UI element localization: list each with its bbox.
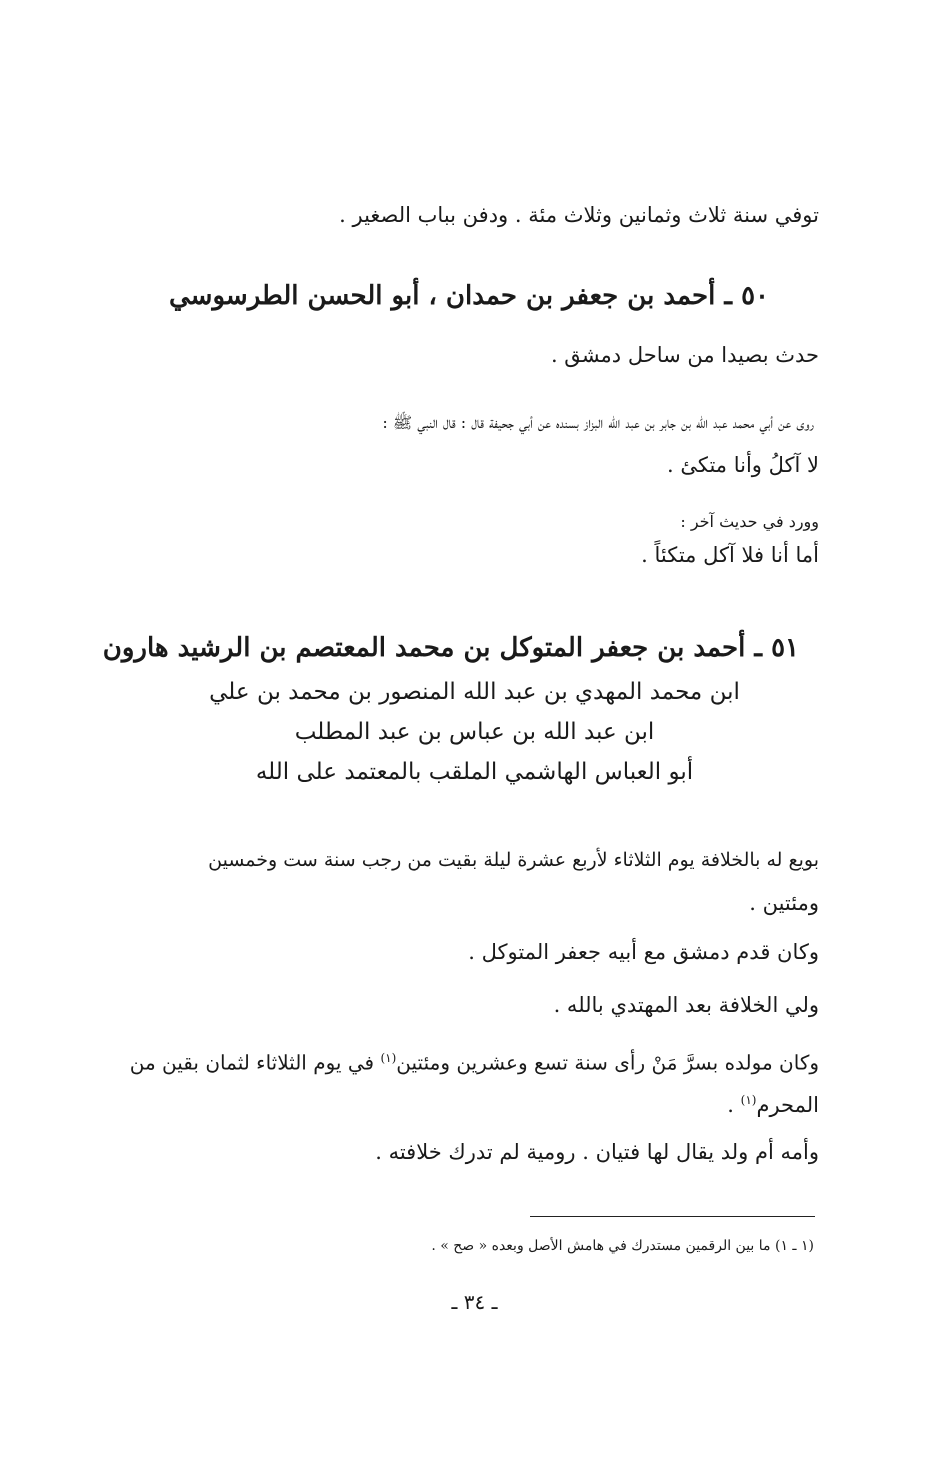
text-segment: .: [727, 1093, 741, 1117]
text-line: [120, 1085, 819, 1120]
text-line: توفي سنة ثلاث وثمانين وثلاث مئة . ودفن بباب الصغير .: [339, 203, 819, 227]
text-segment: في يوم الثلاثاء لثمان بقين من: [129, 1050, 381, 1075]
text-line: روى عن أبي محمد عبد الله بن جابر بن عبد الله البزاز بسنده عن أبي جحيفة قال : قال النبي ﷺ :: [382, 413, 814, 432]
text-line: بويع له بالخلافة يوم الثلاثاء لأربع عشرة ليلة بقيت من رجب سنة ست وخمسين: [208, 849, 819, 871]
footnote-marker: (١): [380, 1051, 397, 1065]
entry-heading-50: ٥٠ ـ أحمد بن جعفر بن حمدان ، أبو الحسن الطرسوسي: [169, 281, 769, 311]
text-line: وكان قدم دمشق مع أبيه جعفر المتوكل .: [468, 940, 819, 964]
hadith-text: لا آكلُ وأنا متكئ .: [667, 453, 819, 477]
hadith-text: أما أنا فلا آكل متكئاً .: [641, 543, 819, 567]
footnote: (١ ـ ١) ما بين الرقمين مستدرك في هامش الأصل وبعده « صح » .: [431, 1238, 814, 1254]
text-line: وورد في حديث آخر :: [680, 512, 819, 531]
text-segment: المحرم: [756, 1093, 819, 1117]
text-segment: وكان مولده بسرَّ مَنْ رأى سنة تسع وعشرين ومئتين: [396, 1050, 819, 1075]
text-line: ومئتين .: [749, 891, 819, 915]
footnote-divider: [530, 1216, 815, 1217]
text-line: ولي الخلافة بعد المهتدي بالله .: [553, 993, 819, 1017]
text-line: حدث بصيدا من ساحل دمشق .: [550, 343, 819, 367]
entry-heading-51: ٥١ ـ أحمد بن جعفر المتوكل بن محمد المعتصم بن الرشيد هارون: [102, 633, 799, 663]
heading-line: أبو العباس الهاشمي الملقب بالمعتمد على الله: [255, 759, 694, 785]
heading-line: ابن عبد الله بن عباس بن عبد المطلب: [294, 719, 655, 745]
footnote-marker: (١): [740, 1093, 757, 1107]
text-line: وأمه أم ولد يقال لها فتيان . رومية لم تدرك خلافته .: [375, 1140, 819, 1164]
text-line: [120, 1043, 819, 1078]
page-number: ـ ٣٤ ـ: [451, 1290, 498, 1314]
heading-line: ابن محمد المهدي بن عبد الله المنصور بن محمد بن علي: [209, 679, 740, 705]
